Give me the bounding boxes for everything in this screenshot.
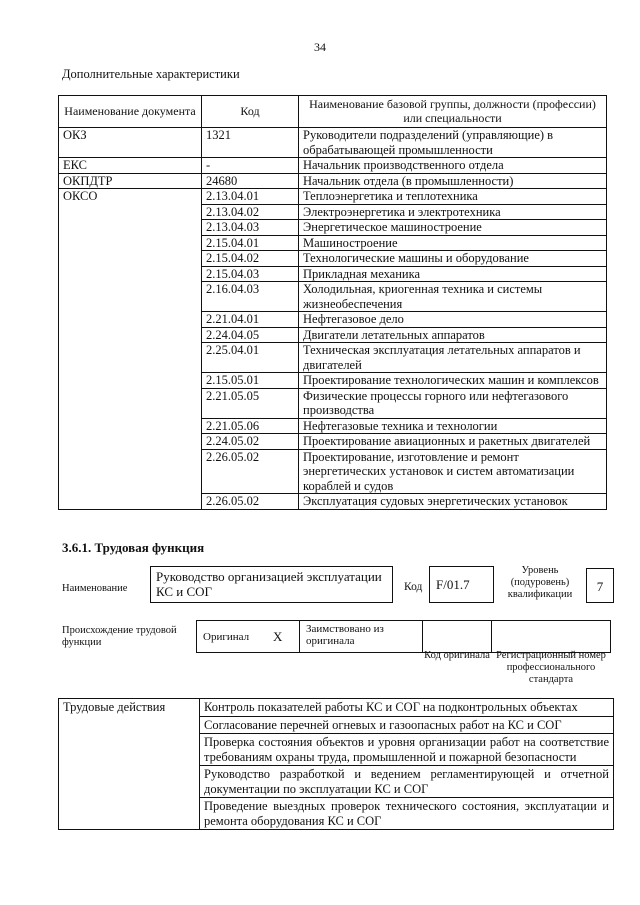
row-name: Нефтегазовое дело — [299, 312, 607, 328]
row-name: Электроэнергетика и электротехника — [299, 204, 607, 220]
origin-label: Происхождение трудовой функции — [62, 625, 177, 648]
row-name: Холодильная, криогенная техника и системы жизнеобеспечения — [299, 282, 607, 312]
row-document — [59, 235, 202, 251]
row-document — [59, 388, 202, 418]
row-code: 2.26.05.02 — [202, 449, 299, 494]
row-document — [59, 327, 202, 343]
table-row — [59, 327, 607, 343]
row-document — [59, 220, 202, 236]
table-row — [59, 373, 607, 389]
table-row — [59, 204, 607, 220]
table-row — [59, 343, 607, 373]
row-name: Физические процессы горного или нефтегазового производства — [299, 388, 607, 418]
code-original-cell — [423, 621, 492, 653]
qualification-level-label: Уровень (подуровень) квалификации — [507, 565, 573, 600]
table-row — [59, 128, 607, 158]
labor-actions-body — [59, 699, 614, 830]
row-document — [59, 204, 202, 220]
row-name: Техническая эксплуатация летательных аппаратов и двигателей — [299, 343, 607, 373]
row-name: Проектирование, изготовление и ремонт энергетических установок и систем автоматизации кораблей и судов — [299, 449, 607, 494]
row-code: 2.26.05.02 — [202, 494, 299, 510]
row-name: Руководители подразделений (управляющие) в обрабатывающей промышленности — [299, 128, 607, 158]
row-name: Теплоэнергетика и теплотехника — [299, 189, 607, 205]
table-row — [59, 158, 607, 174]
characteristics-body — [59, 128, 607, 510]
row-code: 2.24.04.05 — [202, 327, 299, 343]
function-code-box: F/01.7 — [429, 566, 494, 603]
table-row — [59, 418, 607, 434]
row-code: 2.16.04.03 — [202, 282, 299, 312]
row-code: 2.21.05.06 — [202, 418, 299, 434]
row-document — [59, 494, 202, 510]
row-document — [59, 251, 202, 267]
labor-action-item: Проверка состояния объектов и уровня организации работ на соответствие требованиям охраны труда, промышленной и пожарной безопасности — [200, 734, 614, 766]
qualification-level-box: 7 — [586, 568, 614, 603]
reg-number-cell — [492, 621, 611, 653]
section-heading: Дополнительные характеристики — [62, 67, 240, 81]
row-code: 2.15.04.01 — [202, 235, 299, 251]
table-row — [59, 449, 607, 494]
labor-action-item: Руководство разработкой и ведением регламентирующей и отчетной документации по эксплуатации КС и СОГ — [200, 766, 614, 798]
labor-function-heading: 3.6.1. Трудовая функция — [62, 540, 205, 555]
table-row — [59, 434, 607, 450]
borrowed-label: Заимствовано из оригинала — [300, 621, 423, 653]
name-label: Наименование — [62, 583, 128, 594]
row-code: 2.21.04.01 — [202, 312, 299, 328]
row-name: Прикладная механика — [299, 266, 607, 282]
row-code: 2.25.04.01 — [202, 343, 299, 373]
origin-table — [196, 620, 611, 653]
row-document — [59, 343, 202, 373]
row-name: Начальник отдела (в промышленности) — [299, 173, 607, 189]
table-row — [59, 235, 607, 251]
row-document: ОКСО — [59, 189, 202, 205]
labor-action-item: Проведение выездных проверок технического состояния, эксплуатации и ремонта оборудования КС и СОГ — [200, 798, 614, 830]
row-code: 2.15.04.03 — [202, 266, 299, 282]
row-name: Нефтегазовые техника и технологии — [299, 418, 607, 434]
reg-number-label: Регистрационный номер профессионального стандарта — [496, 650, 606, 685]
table-row — [59, 266, 607, 282]
function-name-box: Руководство организацией эксплуатации КС и СОГ — [150, 566, 393, 603]
row-name: Проектирование авиационных и ракетных двигателей — [299, 434, 607, 450]
row-document — [59, 312, 202, 328]
table-row — [59, 251, 607, 267]
table-header-row — [59, 96, 607, 128]
row-document: ОКЗ — [59, 128, 202, 158]
characteristics-table — [58, 95, 607, 510]
row-name: Машиностроение — [299, 235, 607, 251]
labor-action-item: Контроль показателей работы КС и СОГ на подконтрольных объектах — [200, 699, 614, 717]
action-row — [59, 699, 614, 717]
row-document — [59, 282, 202, 312]
row-document — [59, 373, 202, 389]
row-name: Начальник производственного отдела — [299, 158, 607, 174]
table-row — [59, 220, 607, 236]
row-code: 2.24.05.02 — [202, 434, 299, 450]
table-row — [59, 173, 607, 189]
labor-action-item: Согласование перечней огневых и газоопасных работ на КС и СОГ — [200, 716, 614, 734]
row-code: 1321 — [202, 128, 299, 158]
labor-actions-table — [58, 698, 614, 830]
table-row — [59, 388, 607, 418]
row-document: ЕКС — [59, 158, 202, 174]
row-code: 2.15.05.01 — [202, 373, 299, 389]
row-document — [59, 266, 202, 282]
header-code: Код — [202, 96, 299, 128]
page-number: 34 — [314, 40, 326, 54]
row-code: 2.13.04.01 — [202, 189, 299, 205]
row-document — [59, 434, 202, 450]
row-code: - — [202, 158, 299, 174]
row-name: Проектирование технологических машин и комплексов — [299, 373, 607, 389]
row-name: Технологические машины и оборудование — [299, 251, 607, 267]
header-document: Наименование документа — [59, 96, 202, 128]
row-code: 2.21.05.05 — [202, 388, 299, 418]
row-code: 2.15.04.02 — [202, 251, 299, 267]
table-row — [59, 282, 607, 312]
original-label: Оригинал — [197, 621, 268, 653]
code-original-label: Код оригинала — [424, 650, 490, 661]
row-name: Эксплуатация судовых энергетических установок — [299, 494, 607, 510]
row-name: Энергетическое машиностроение — [299, 220, 607, 236]
row-code: 2.13.04.02 — [202, 204, 299, 220]
original-mark: X — [267, 621, 300, 653]
table-row — [59, 312, 607, 328]
header-name: Наименование базовой группы, должности (профессии) или специальности — [299, 96, 607, 128]
code-label: Код — [404, 581, 423, 593]
row-name: Двигатели летательных аппаратов — [299, 327, 607, 343]
table-row — [59, 494, 607, 510]
row-document — [59, 449, 202, 494]
row-code: 24680 — [202, 173, 299, 189]
labor-actions-label: Трудовые действия — [59, 699, 200, 830]
table-row — [59, 189, 607, 205]
row-code: 2.13.04.03 — [202, 220, 299, 236]
row-document — [59, 418, 202, 434]
row-document: ОКПДТР — [59, 173, 202, 189]
